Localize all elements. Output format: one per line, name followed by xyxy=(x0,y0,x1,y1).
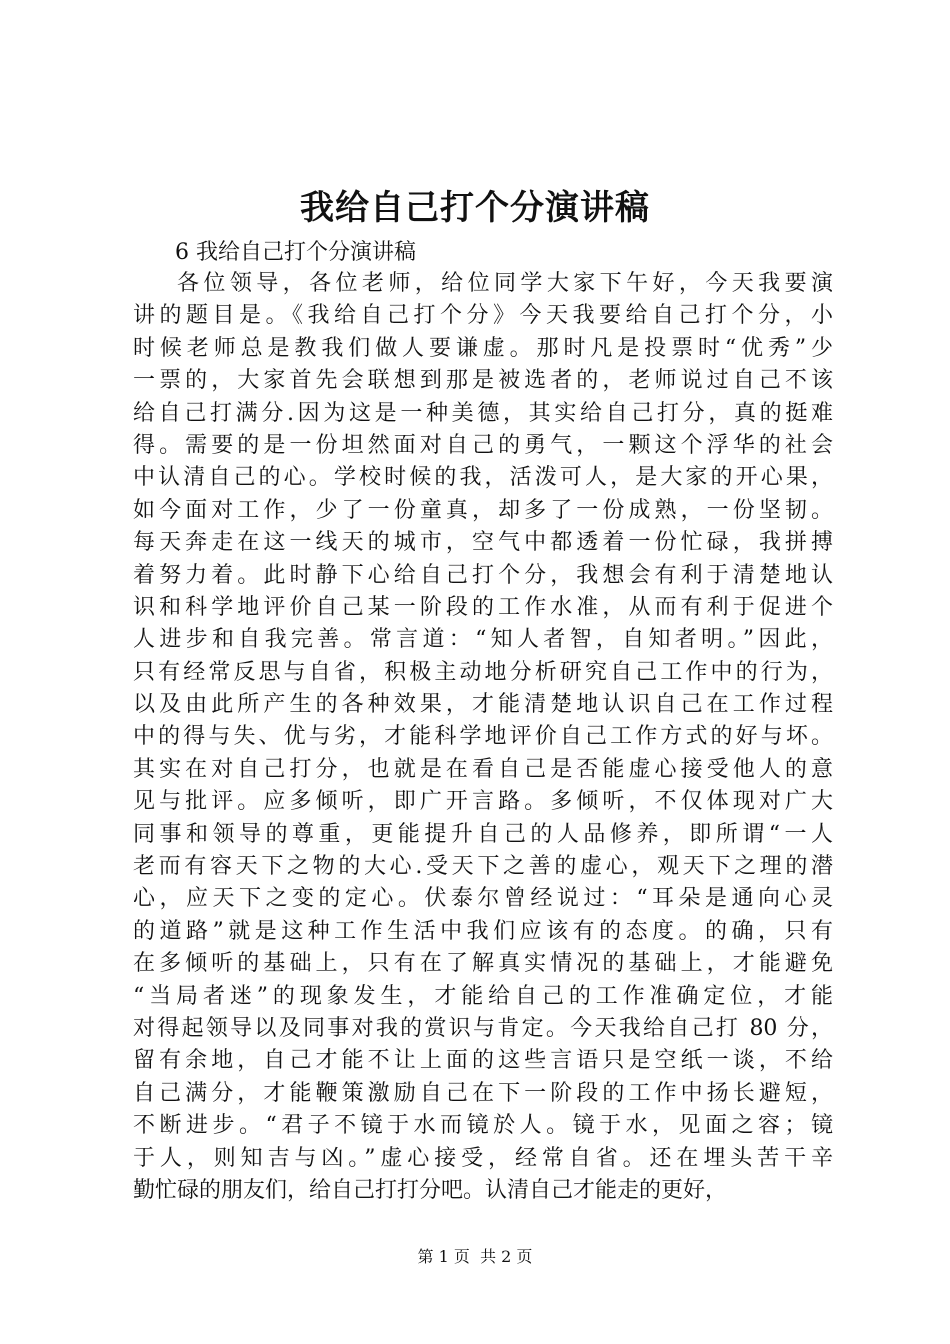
body-line: 每天奔走在这一线天的城市，空气中都透着一份忙碌，我拼搏 xyxy=(133,530,833,556)
document-body xyxy=(133,268,833,1207)
body-line: 在多倾听的基础上，只有在了解真实情况的基础上，才能避免 xyxy=(133,951,833,977)
body-line: 同事和领导的尊重，更能提升自己的人品修养，即所谓“一人 xyxy=(133,821,833,847)
body-line: 一票的，大家首先会联想到那是被选者的，老师说过自己不该 xyxy=(133,368,833,394)
body-line: 人进步和自我完善。常言道：“知人者智，自知者明。”因此， xyxy=(133,627,833,653)
body-line: 勤忙碌的朋友们，给自己打打分吧。认清自己才能走的更好， xyxy=(133,1177,728,1203)
body-line: 心，应天下之变的定心。伏泰尔曾经说过：“耳朵是通向心灵 xyxy=(133,886,833,912)
document-subtitle: 6 我给自己打个分演讲稿 xyxy=(175,240,416,265)
body-line: 中的得与失、优与劣，才能科学地评价自己工作方式的好与坏。 xyxy=(133,724,833,750)
body-line: 识和科学地评价自己某一阶段的工作水准，从而有利于促进个 xyxy=(133,594,833,620)
body-line: 得。需要的是一份坦然面对自己的勇气，一颗这个浮华的社会 xyxy=(133,432,833,458)
body-line: 留有余地，自己才能不让上面的这些言语只是空纸一谈，不给 xyxy=(133,1048,833,1074)
body-line: 于人，则知吉与凶。”虚心接受，经常自省。还在埋头苦干辛 xyxy=(133,1145,833,1171)
body-line: 对得起领导以及同事对我的赏识与肯定。今天我给自己打 80 分， xyxy=(133,1015,833,1041)
body-line: 以及由此所产生的各种效果，才能清楚地认识自己在工作过程 xyxy=(133,692,833,718)
body-line: 讲的题目是。《我给自己打个分》今天我要给自己打个分，小 xyxy=(133,303,833,329)
body-line: 其实在对自己打分，也就是在看自己是否能虚心接受他人的意 xyxy=(133,756,833,782)
body-line: 见与批评。应多倾听，即广开言路。多倾听，不仅体现对广大 xyxy=(133,789,833,815)
body-line: 中认清自己的心。学校时候的我，活泼可人，是大家的开心果， xyxy=(133,465,833,491)
body-line: “当局者迷”的现象发生，才能给自己的工作准确定位，才能 xyxy=(133,983,833,1009)
body-line: 自己满分，才能鞭策激励自己在下一阶段的工作中扬长避短， xyxy=(133,1080,833,1106)
body-line: 只有经常反思与自省，积极主动地分析研究自己工作中的行为， xyxy=(133,659,833,685)
page-number-footer: 第 1 页 共 2 页 xyxy=(417,1247,533,1266)
body-line: 如今面对工作，少了一份童真，却多了一份成熟，一份坚韧。 xyxy=(133,497,833,523)
body-line: 给自己打满分.因为这是一种美德，其实给自己打分，真的挺难 xyxy=(133,400,833,426)
body-line: 着努力着。此时静下心给自己打个分，我想会有利于清楚地认 xyxy=(133,562,833,588)
body-line: 时候老师总是教我们做人要谦虚。那时凡是投票时“优秀”少 xyxy=(133,335,833,361)
body-line: 老而有容天下之物的大心.受天下之善的虚心，观天下之理的潜 xyxy=(133,854,833,880)
body-line: 的道路”就是这种工作生活中我们应该有的态度。的确，只有 xyxy=(133,918,833,944)
body-line: 不断进步。“君子不镜于水而镜於人。镜于水，见面之容；镜 xyxy=(133,1113,833,1139)
body-line: 各位领导，各位老师，给位同学大家下午好，今天我要演 xyxy=(177,271,833,296)
document-title: 我给自己打个分演讲稿 xyxy=(300,188,650,228)
